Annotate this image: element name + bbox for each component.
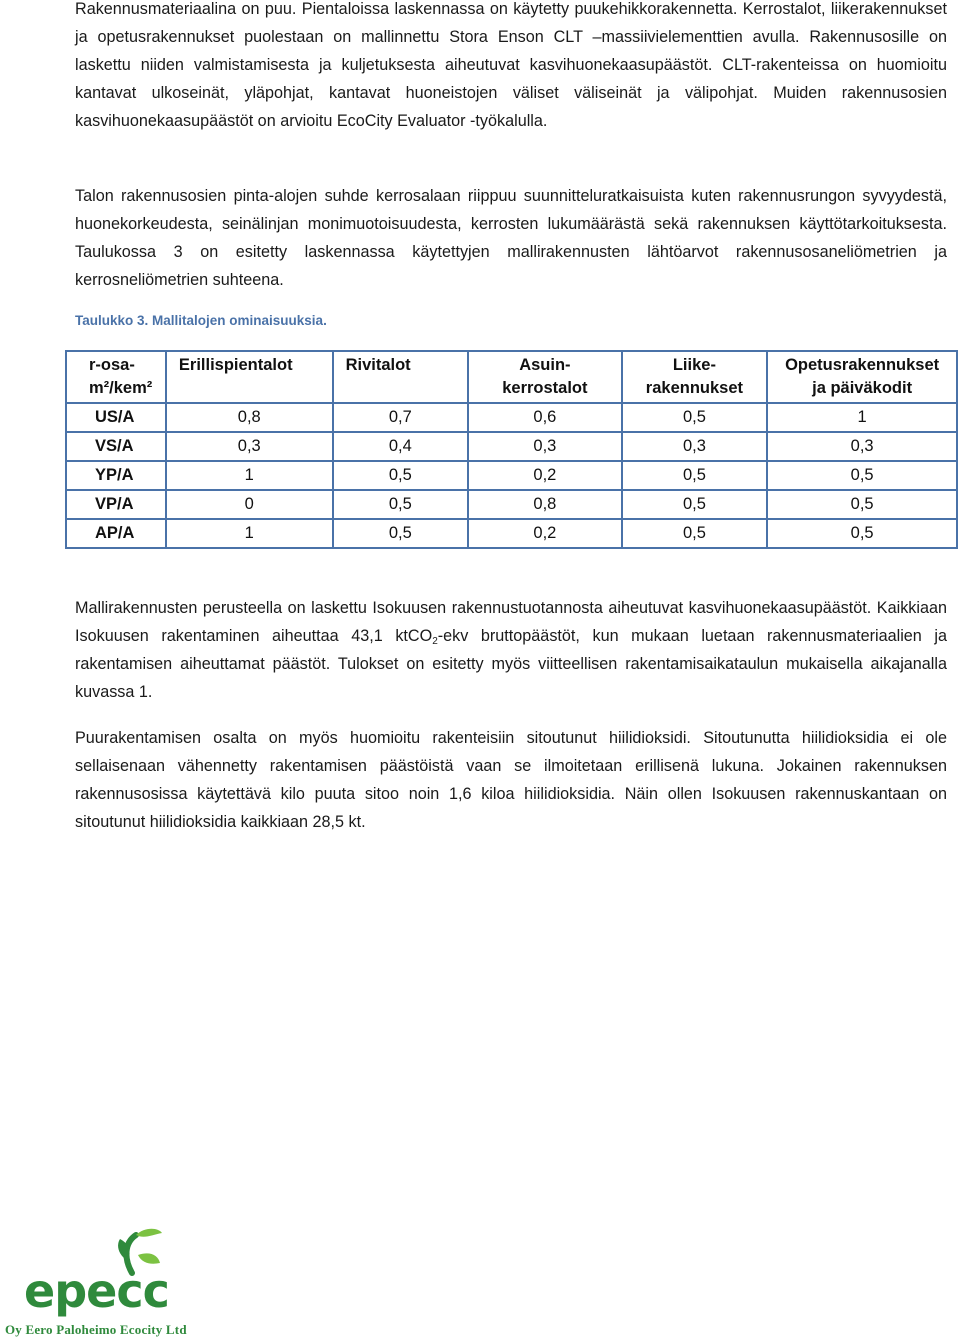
table-row [66,432,957,461]
table-cell: 0,8 [468,490,621,519]
table-cell: 0,5 [622,461,768,490]
table-cell: 0,3 [767,432,957,461]
table-cell: 0,3 [166,432,333,461]
header-apartment-buildings: Asuin- kerrostalot [468,351,621,403]
table-header-row [66,351,957,403]
table-row [66,519,957,548]
header-education-buildings: Opetusrakennukset ja päiväkodit [767,351,957,403]
table-cell: 0,8 [166,403,333,432]
table-row [66,461,957,490]
model-buildings-table [65,350,958,549]
table-cell: 0,4 [333,432,469,461]
paragraph-materials: Rakennusmateriaalina on puu. Pientaloissa laskennassa on käytetty puukehikkorakennetta. Kerrostalot, liikerakennukset ja opetusrakennukset puolestaan on mallinnettu Stora Enson CLT –massiivielementtien avulla. Rakennusosille on laskettu niiden valmistamisesta ja kuljetuksesta aiheutuvat kasvihuonekaasupäästöt. CLT-rakenteissa on huomioitu kantavat ulkoseinät, yläpohjat, kantavat huoneistojen väliset väliseinät ja välipohjat. Muiden rakennusosien kasvihuonekaasupäästöt on arvioitu EcoCity Evaluator -työkalulla. [75,0,947,130]
emissions-text-b: -ekv bruttopäästöt, kun mukaan luetaan rakennusmateriaalien ja rakentamisen aiheuttamat päästöt. Tulokset on esitetty myös viitteellisen rakentamisaikataulun mukaisella aikajanalla kuvassa 1. [75,627,947,701]
table-cell: 0,6 [468,403,621,432]
table-cell: 0,5 [622,519,768,548]
logo-wordmark: epecc [24,1264,169,1318]
table-cell: 0,2 [468,461,621,490]
table-caption: Taulukko 3. Mallitalojen ominaisuuksia. [75,313,327,328]
emissions-text-a: Mallirakennusten perusteella on laskettu Isokuusen rakennustuotannosta aiheutuvat kasvihuonekaasupäästöt. Kaikkiaan Isokuusen rakentaminen aiheuttaa 43,1 ktCO [75,599,947,645]
table-cell: 0,5 [333,519,469,548]
header-detached-houses: Erillispientalot [166,351,333,403]
table-cell: 1 [166,519,333,548]
table-row [66,403,957,432]
co2-subscript: 2 [432,636,438,647]
table-cell: 0 [166,490,333,519]
paragraph-surface-ratios: Talon rakennusosien pinta-alojen suhde kerrosalaan riippuu suunnitteluratkaisuista kuten rakennusrungon syvyydestä, huonekorkeudesta, seinälinjan monimuotoisuudesta, kerrosten lukumäärästä sekä rakennuksen käyttötarkoituksesta. Taulukossa 3 on esitetty laskennassa käytettyjen mallirakennusten lähtöarvot rakennusosaneliömetrien ja kerrosneliömetrien suhteena. [75,187,947,289]
table-row [66,490,957,519]
table-cell: 0,3 [622,432,768,461]
table-cell: 1 [166,461,333,490]
row-label: VP/A [66,490,166,519]
row-label: YP/A [66,461,166,490]
table-cell: 0,7 [333,403,469,432]
table-cell: 0,5 [767,519,957,548]
table-cell: 1 [767,403,957,432]
header-commercial-buildings: Liike- rakennukset [622,351,768,403]
header-unit: r-osa- m²/kem² [66,351,166,403]
row-label: AP/A [66,519,166,548]
paragraph-carbon-storage: Puurakentamisen osalta on myös huomioitu rakenteisiin sitoutunut hiilidioksidi. Sitoutunutta hiilidioksidia ei ole sellaisenaan vähennetty rakentamisen päästöistä vaan se ilmoitetaan erillisenä lukuna. Jokainen rakennuksen rakennusosissa käytettävä kilo puuta sitoo noin 1,6 kiloa hiilidioksidia. Näin ollen Isokuusen rakennuskantaan on sitoutunut hiilidioksidia kaikkiaan 28,5 kt. [75,729,947,831]
table-cell: 0,2 [468,519,621,548]
header-row-houses: Rivitalot [333,351,469,403]
table-cell: 0,5 [622,403,768,432]
paragraph-emissions [75,594,947,706]
table-cell: 0,5 [333,490,469,519]
table-cell: 0,3 [468,432,621,461]
table-cell: 0,5 [767,461,957,490]
row-label: US/A [66,403,166,432]
company-name: Oy Eero Paloheimo Ecocity Ltd [5,1322,187,1337]
table-cell: 0,5 [622,490,768,519]
table-cell: 0,5 [767,490,957,519]
row-label: VS/A [66,432,166,461]
table-cell: 0,5 [333,461,469,490]
